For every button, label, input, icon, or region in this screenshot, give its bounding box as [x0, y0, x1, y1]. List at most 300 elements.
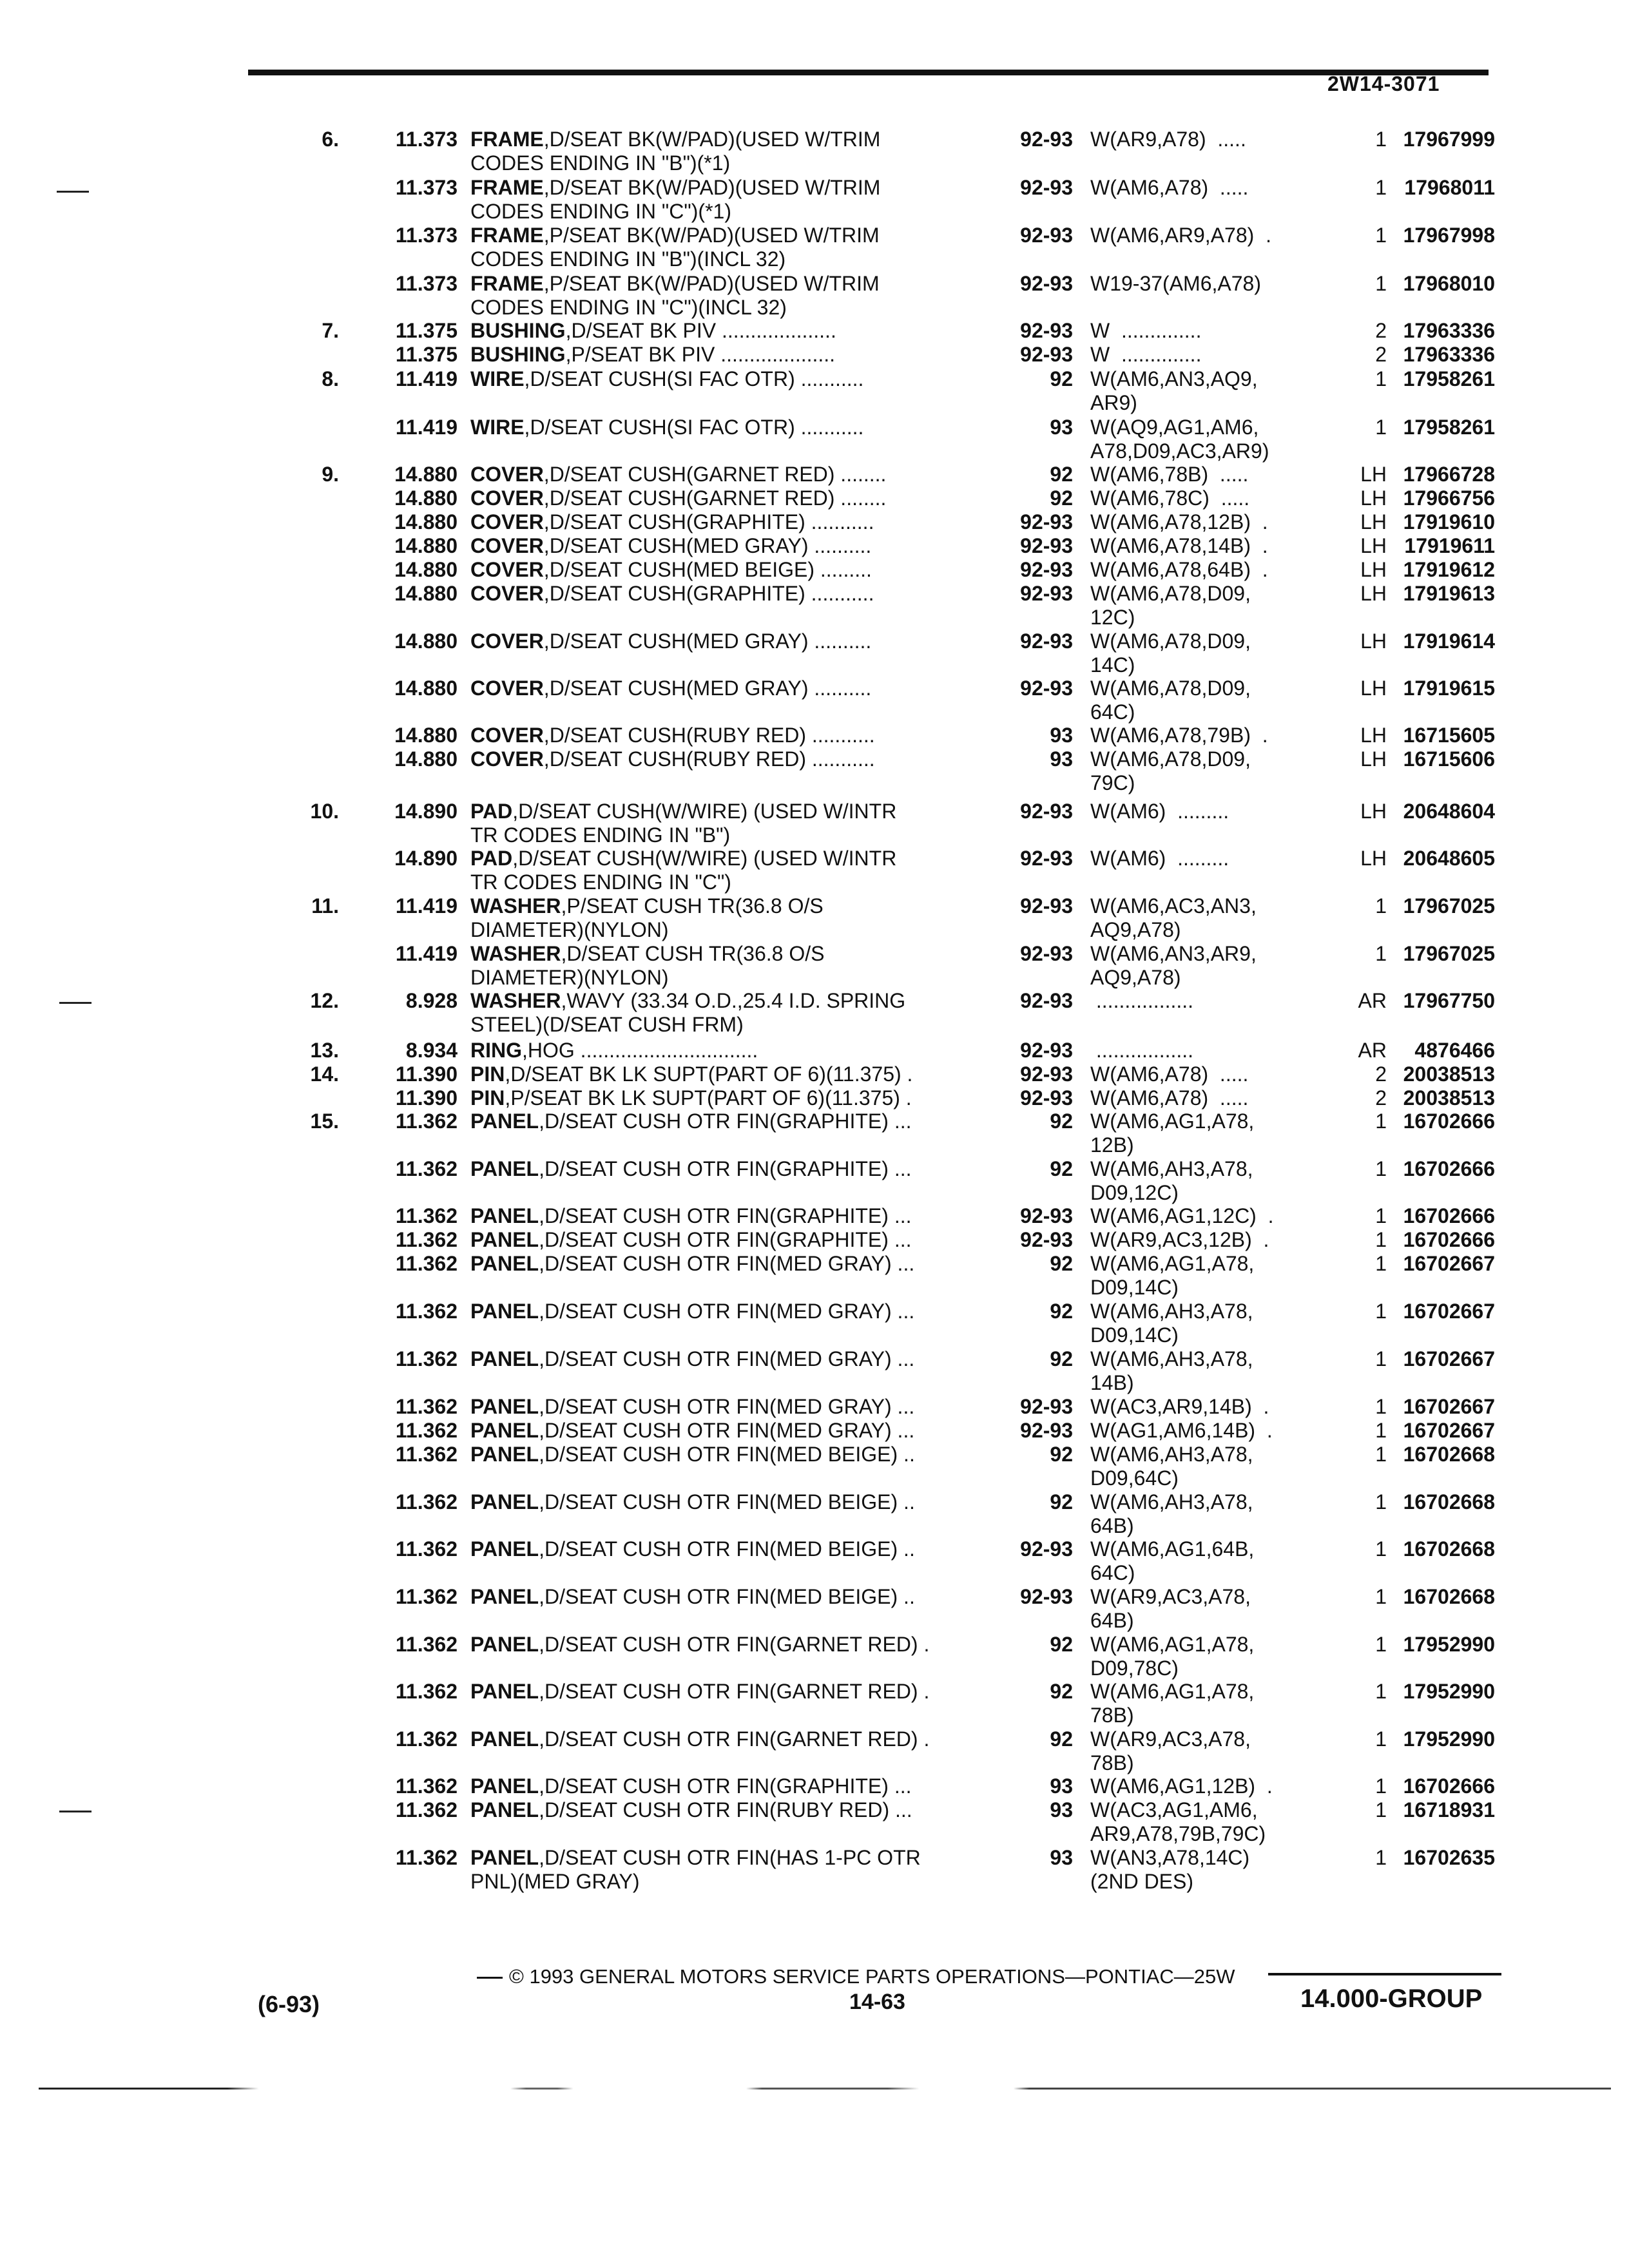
group-number: 11.375 — [395, 343, 458, 366]
part-description — [470, 1038, 1005, 1062]
group-number: 14.880 — [394, 582, 458, 605]
part-detail: ,D/SEAT CUSH OTR FIN(MED GRAY) — [539, 1347, 892, 1370]
part-description-cont: CODES ENDING IN "B")(*1) — [470, 151, 731, 175]
body-codes: W(AM6,AG1,12C) . — [1090, 1204, 1274, 1227]
part-name: COVER — [470, 747, 544, 771]
part-description — [470, 1109, 1005, 1133]
body-codes: ................. — [1090, 989, 1194, 1012]
quantity: 1 — [1375, 1537, 1387, 1561]
part-description — [470, 1157, 1005, 1181]
part-name: COVER — [470, 463, 544, 486]
part-name: WIRE — [470, 367, 525, 390]
leader-dots: . — [923, 1727, 930, 1751]
ref-number: 6. — [322, 128, 339, 151]
leader-dots: ........... — [800, 416, 864, 439]
part-name: COVER — [470, 558, 544, 581]
quantity: 1 — [1375, 416, 1387, 439]
body-codes-cont: A78,D09,AC3,AR9) — [1090, 439, 1269, 463]
part-name: BUSHING — [470, 343, 566, 366]
part-description — [470, 1442, 1005, 1466]
part-description — [470, 1490, 1005, 1514]
group-number: 8.934 — [405, 1039, 458, 1062]
model-years: 92 — [1050, 463, 1073, 486]
group-number: 11.375 — [395, 319, 458, 342]
quantity: 1 — [1375, 1110, 1387, 1133]
part-number: 17919612 — [1403, 558, 1495, 581]
group-number: 14.880 — [394, 558, 458, 581]
part-number: 16702666 — [1403, 1774, 1495, 1798]
leader-dots: .. — [903, 1537, 915, 1561]
body-codes: W(AM6,A78,D09, — [1090, 629, 1251, 653]
part-number: 17952990 — [1403, 1633, 1495, 1656]
group-number: 11.362 — [395, 1419, 458, 1442]
part-description — [470, 676, 1005, 700]
leader-dots: .......... — [814, 629, 872, 653]
model-years: 92-93 — [1020, 343, 1073, 366]
body-codes: W(AM6,AH3,A78, — [1090, 1490, 1253, 1514]
part-description — [470, 271, 1005, 296]
part-detail: ,D/SEAT CUSH OTR FIN(MED BEIGE) — [539, 1537, 898, 1561]
part-description — [470, 223, 1005, 247]
scan-edge-line — [39, 2088, 1611, 2090]
quantity: 1 — [1375, 1204, 1387, 1227]
part-description — [470, 894, 1005, 918]
model-years: 92 — [1050, 1443, 1073, 1466]
body-codes: W(AM6,A78,D09, — [1090, 677, 1251, 700]
body-codes: W(AM6,78C) ..... — [1090, 486, 1250, 510]
body-codes-cont: D09,14C) — [1090, 1276, 1179, 1299]
body-codes: W(AM6,A78) ..... — [1090, 1086, 1249, 1110]
part-detail: ,D/SEAT CUSH TR(36.8 O/S — [561, 942, 825, 965]
group-number: 11.362 — [395, 1774, 458, 1798]
part-number: 16718931 — [1403, 1798, 1495, 1821]
leader-dots: ........... — [811, 747, 875, 771]
part-description — [470, 533, 1005, 558]
part-name: PANEL — [470, 1633, 539, 1656]
leader-dots: . — [923, 1633, 930, 1656]
part-name: PANEL — [470, 1347, 539, 1370]
model-years: 92 — [1050, 1680, 1073, 1703]
part-name: PANEL — [470, 1490, 539, 1514]
part-detail: ,D/SEAT CUSH(RUBY RED) — [543, 724, 806, 747]
part-detail: ,D/SEAT CUSH OTR FIN(HAS 1-PC OTR — [539, 1846, 921, 1869]
model-years: 92 — [1050, 1157, 1073, 1180]
quantity: 2 — [1375, 319, 1387, 342]
model-years: 92 — [1050, 1727, 1073, 1751]
part-detail: ,D/SEAT CUSH OTR FIN(GRAPHITE) — [539, 1228, 889, 1251]
part-description — [470, 1347, 1005, 1371]
part-number: 17919611 — [1404, 534, 1495, 557]
part-detail: ,D/SEAT CUSH(W/WIRE) (USED W/INTR — [512, 847, 897, 870]
part-number: 16702666 — [1403, 1157, 1495, 1180]
part-detail: ,D/SEAT CUSH(MED BEIGE) — [543, 558, 815, 581]
part-number: 20038513 — [1403, 1086, 1495, 1110]
part-number: 16702668 — [1403, 1443, 1495, 1466]
part-number: 17919614 — [1403, 629, 1495, 653]
part-description — [470, 1845, 1005, 1870]
part-description — [470, 941, 1005, 966]
model-years: 92-93 — [1020, 534, 1073, 557]
part-detail: ,D/SEAT CUSH OTR FIN(GRAPHITE) — [539, 1110, 889, 1133]
group-number: 11.362 — [395, 1846, 458, 1869]
part-description — [470, 581, 1005, 606]
group-number: 11.362 — [395, 1537, 458, 1561]
quantity: 1 — [1375, 1490, 1387, 1514]
part-name: PIN — [470, 1062, 505, 1086]
part-number: 16702666 — [1403, 1110, 1495, 1133]
model-years: 92-93 — [1020, 1395, 1073, 1418]
part-number: 17958261 — [1403, 416, 1495, 439]
part-name: PANEL — [470, 1157, 539, 1180]
leader-dots: ........... — [811, 724, 875, 747]
footer-rule-right — [1268, 1973, 1501, 1975]
body-codes: W(AR9,AC3,A78, — [1090, 1585, 1251, 1608]
leader-dots: ... — [897, 1347, 915, 1370]
part-name: COVER — [470, 677, 544, 700]
body-codes: W(AM6,A78) ..... — [1090, 1062, 1249, 1086]
model-years: 93 — [1050, 416, 1073, 439]
body-codes: W(AM6,AG1,12B) . — [1090, 1774, 1273, 1798]
leader-dots: ......... — [820, 558, 872, 581]
group-number: 11.362 — [395, 1252, 458, 1275]
group-number: 11.373 — [395, 176, 458, 199]
part-name: COVER — [470, 582, 544, 605]
group-number: 14.880 — [394, 486, 458, 510]
leader-dots: . — [905, 1086, 912, 1110]
part-number: 4876466 — [1414, 1039, 1495, 1062]
part-detail: ,D/SEAT CUSH OTR FIN(GARNET RED) — [539, 1727, 918, 1751]
model-years: 92-93 — [1020, 224, 1073, 247]
model-years: 92-93 — [1020, 319, 1073, 342]
part-description-cont: TR CODES ENDING IN "B") — [470, 823, 731, 847]
body-codes-cont: 64C) — [1090, 700, 1135, 724]
part-number: 16715606 — [1403, 747, 1495, 771]
part-description — [470, 1418, 1005, 1443]
part-detail: ,D/SEAT CUSH(GARNET RED) — [543, 486, 835, 510]
part-detail: ,D/SEAT CUSH OTR FIN(MED BEIGE) — [539, 1443, 898, 1466]
part-number: 17919615 — [1403, 677, 1495, 700]
part-name: COVER — [470, 724, 544, 747]
body-codes-cont: 14B) — [1090, 1371, 1134, 1394]
quantity: 1 — [1375, 128, 1387, 151]
part-description — [470, 1062, 1005, 1086]
group-number: 11.362 — [395, 1395, 458, 1418]
model-years: 92-93 — [1020, 1228, 1073, 1251]
model-years: 92-93 — [1020, 582, 1073, 605]
body-codes-cont: 64C) — [1090, 1561, 1135, 1584]
part-name: BUSHING — [470, 319, 566, 342]
model-years: 92 — [1050, 367, 1073, 390]
quantity: LH — [1360, 558, 1387, 581]
part-detail: ,D/SEAT CUSH(GARNET RED) — [543, 463, 835, 486]
model-years: 93 — [1050, 1846, 1073, 1869]
body-codes: W(AG1,AM6,14B) . — [1090, 1419, 1273, 1442]
body-codes: W(AM6,A78,14B) . — [1090, 534, 1268, 557]
leader-dots: ... — [895, 1798, 912, 1821]
body-codes: W(AM6,AN3,AR9, — [1090, 942, 1257, 965]
group-number: 14.880 — [394, 724, 458, 747]
part-number: 20648604 — [1403, 800, 1495, 823]
group-number: 11.362 — [395, 1300, 458, 1323]
body-codes-cont: 14C) — [1090, 653, 1135, 677]
group-number: 11.362 — [395, 1110, 458, 1133]
body-codes: W(AM6,AC3,AN3, — [1090, 894, 1257, 918]
part-description — [470, 1086, 1005, 1110]
body-codes: W(AM6,78B) ..... — [1090, 463, 1249, 486]
group-number: 11.362 — [395, 1204, 458, 1227]
part-detail: ,D/SEAT CUSH OTR FIN(GRAPHITE) — [539, 1157, 889, 1180]
body-codes: W .............. — [1090, 319, 1202, 342]
part-name: PANEL — [470, 1798, 539, 1821]
part-description-cont: DIAMETER)(NYLON) — [470, 918, 669, 941]
body-codes-cont: D09,64C) — [1090, 1466, 1179, 1490]
quantity: LH — [1360, 629, 1387, 653]
leader-dots: ........... — [800, 367, 864, 390]
part-number: 20648605 — [1403, 847, 1495, 870]
body-codes: W(AN3,A78,14C) — [1090, 1846, 1250, 1869]
body-codes: W(AM6,A78,64B) . — [1090, 558, 1268, 581]
leader-dots: .. — [903, 1443, 915, 1466]
leader-dots: .................... — [720, 343, 836, 366]
part-number: 16702667 — [1403, 1419, 1495, 1442]
part-name: FRAME — [470, 272, 544, 295]
group-number: 14.880 — [394, 747, 458, 771]
part-number: 17967025 — [1403, 942, 1495, 965]
body-codes: W(AC3,AR9,14B) . — [1090, 1395, 1269, 1418]
part-number: 17968010 — [1403, 272, 1495, 295]
model-years: 92-93 — [1020, 1204, 1073, 1227]
part-description — [470, 1774, 1005, 1798]
model-years: 92-93 — [1020, 510, 1073, 533]
quantity: LH — [1360, 534, 1387, 557]
part-number: 20038513 — [1403, 1062, 1495, 1086]
group-label: 14.000-GROUP — [1300, 1984, 1483, 2013]
leader-dots: ... — [897, 1252, 915, 1275]
part-detail: ,P/SEAT CUSH TR(36.8 O/S — [561, 894, 824, 918]
model-years: 92-93 — [1020, 894, 1073, 918]
part-name: PANEL — [470, 1300, 539, 1323]
body-codes: W(AM6,A78,12B) . — [1090, 510, 1268, 533]
part-number: 16715605 — [1403, 724, 1495, 747]
part-number: 17952990 — [1403, 1727, 1495, 1751]
ref-number: 12. — [310, 989, 339, 1012]
leader-dots: ... — [897, 1419, 915, 1442]
body-codes: W(AR9,A78) ..... — [1090, 128, 1246, 151]
part-number: 17967750 — [1403, 989, 1495, 1012]
quantity: AR — [1358, 989, 1387, 1012]
part-detail: ,D/SEAT CUSH OTR FIN(GARNET RED) — [539, 1633, 918, 1656]
body-codes: ................. — [1090, 1039, 1194, 1062]
body-codes: W(AM6,AH3,A78, — [1090, 1347, 1253, 1370]
group-number: 11.373 — [395, 272, 458, 295]
part-detail: ,D/SEAT CUSH(SI FAC OTR) — [524, 367, 795, 390]
group-number: 14.890 — [394, 800, 458, 823]
part-number: 17919610 — [1403, 510, 1495, 533]
ref-number: 9. — [322, 463, 339, 486]
part-number: 16702667 — [1403, 1347, 1495, 1370]
part-description — [470, 988, 1005, 1013]
ref-number: 13. — [310, 1039, 339, 1062]
model-years: 92 — [1050, 1300, 1073, 1323]
quantity: 1 — [1375, 1252, 1387, 1275]
part-name: PANEL — [470, 1395, 539, 1418]
model-years: 92-93 — [1020, 1062, 1073, 1086]
part-name: PANEL — [470, 1846, 539, 1869]
part-description — [470, 175, 1005, 200]
part-name: FRAME — [470, 176, 544, 199]
part-description-cont: TR CODES ENDING IN "C") — [470, 870, 731, 894]
group-number: 8.928 — [405, 989, 458, 1012]
quantity: LH — [1360, 747, 1387, 771]
quantity: 1 — [1375, 1300, 1387, 1323]
part-detail: ,D/SEAT CUSH(GRAPHITE) — [543, 510, 805, 533]
body-codes: W(AM6,A78,79B) . — [1090, 724, 1268, 747]
body-codes: W(AR9,AC3,A78, — [1090, 1727, 1251, 1751]
part-description-cont: CODES ENDING IN "C")(INCL 32) — [470, 296, 787, 319]
quantity: 1 — [1375, 1395, 1387, 1418]
body-codes-cont: AR9,A78,79B,79C) — [1090, 1822, 1266, 1845]
part-description — [470, 1632, 1005, 1657]
part-number: 16702668 — [1403, 1490, 1495, 1514]
part-detail: ,D/SEAT CUSH(GRAPHITE) — [543, 582, 805, 605]
quantity: 1 — [1375, 1680, 1387, 1703]
ref-number: 14. — [310, 1062, 339, 1086]
part-name: PANEL — [470, 1419, 539, 1442]
model-years: 92-93 — [1020, 847, 1073, 870]
body-codes-cont: 12C) — [1090, 606, 1135, 629]
part-description — [470, 415, 1005, 439]
group-number: 11.362 — [395, 1157, 458, 1180]
part-name: PANEL — [470, 1537, 539, 1561]
group-number: 11.362 — [395, 1347, 458, 1370]
ref-number: 15. — [310, 1110, 339, 1133]
model-years: 92 — [1050, 486, 1073, 510]
leader-dots: .......... — [814, 677, 872, 700]
part-description — [470, 318, 1005, 343]
body-codes: W(AR9,AC3,12B) . — [1090, 1228, 1269, 1251]
part-description — [470, 557, 1005, 582]
part-name: PANEL — [470, 1585, 539, 1608]
model-years: 92-93 — [1020, 629, 1073, 653]
part-name: PANEL — [470, 1252, 539, 1275]
part-number: 17968011 — [1404, 176, 1495, 199]
leader-dots: ........ — [840, 463, 887, 486]
part-detail: ,D/SEAT CUSH OTR FIN(MED GRAY) — [539, 1252, 892, 1275]
group-number: 11.373 — [395, 224, 458, 247]
part-detail: ,D/SEAT CUSH OTR FIN(MED BEIGE) — [539, 1585, 898, 1608]
part-detail: ,D/SEAT CUSH OTR FIN(GRAPHITE) — [539, 1204, 889, 1227]
body-codes: W(AM6,AR9,A78) . — [1090, 224, 1271, 247]
model-years: 93 — [1050, 1774, 1073, 1798]
quantity: 1 — [1375, 1585, 1387, 1608]
part-description — [470, 747, 1005, 771]
part-description-cont: CODES ENDING IN "C")(*1) — [470, 200, 731, 223]
model-years: 92 — [1050, 1633, 1073, 1656]
part-detail: ,D/SEAT CUSH OTR FIN(MED GRAY) — [539, 1300, 892, 1323]
model-years: 92 — [1050, 1252, 1073, 1275]
quantity: 1 — [1375, 942, 1387, 965]
part-detail: ,D/SEAT CUSH OTR FIN(GRAPHITE) — [539, 1774, 889, 1798]
part-description — [470, 1251, 1005, 1276]
part-number: 17967025 — [1403, 894, 1495, 918]
leader-dots: ........... — [811, 510, 874, 533]
body-codes: W(AM6) ......... — [1090, 847, 1229, 870]
leader-dots: ............................... — [580, 1039, 758, 1062]
part-name: RING — [470, 1039, 522, 1062]
group-number: 14.880 — [394, 463, 458, 486]
body-codes: W(AM6,AG1,A78, — [1090, 1110, 1255, 1133]
part-description-cont: CODES ENDING IN "B")(INCL 32) — [470, 247, 786, 271]
part-name: PIN — [470, 1086, 505, 1110]
quantity: 1 — [1375, 1846, 1387, 1869]
group-number: 11.419 — [395, 416, 458, 439]
part-description — [470, 462, 1005, 486]
model-years: 93 — [1050, 724, 1073, 747]
part-description — [470, 1584, 1005, 1609]
part-number: 16702667 — [1403, 1300, 1495, 1323]
quantity: 1 — [1375, 1419, 1387, 1442]
part-description — [470, 1227, 1005, 1252]
leader-dots: ... — [894, 1204, 912, 1227]
leader-dots: ... — [897, 1300, 915, 1323]
model-years: 93 — [1050, 747, 1073, 771]
group-number: 11.362 — [395, 1443, 458, 1466]
model-years: 92 — [1050, 1110, 1073, 1133]
quantity: LH — [1360, 582, 1387, 605]
part-description — [470, 127, 1005, 151]
quantity: 2 — [1375, 1086, 1387, 1110]
part-name: COVER — [470, 534, 544, 557]
group-number: 11.362 — [395, 1490, 458, 1514]
model-years: 92-93 — [1020, 1086, 1073, 1110]
part-name: PANEL — [470, 1680, 539, 1703]
quantity: 1 — [1375, 1774, 1387, 1798]
part-name: PANEL — [470, 1443, 539, 1466]
quantity: 1 — [1375, 176, 1387, 199]
part-detail: ,HOG — [522, 1039, 575, 1062]
quantity: LH — [1360, 800, 1387, 823]
model-years: 92-93 — [1020, 1585, 1073, 1608]
quantity: 1 — [1375, 1443, 1387, 1466]
quantity: 1 — [1375, 224, 1387, 247]
part-name: PANEL — [470, 1774, 539, 1798]
body-codes-cont: 78B) — [1090, 1704, 1134, 1727]
part-detail: ,WAVY (33.34 O.D.,25.4 I.D. SPRING — [561, 989, 906, 1012]
model-years: 92 — [1050, 1347, 1073, 1370]
part-description — [470, 1679, 1005, 1704]
part-name: COVER — [470, 486, 544, 510]
part-number: 16702668 — [1403, 1585, 1495, 1608]
body-codes: W(AM6,AG1,A78, — [1090, 1252, 1255, 1275]
quantity: 1 — [1375, 367, 1387, 390]
body-codes-cont: AQ9,A78) — [1090, 918, 1181, 941]
quantity: LH — [1360, 847, 1387, 870]
part-number: 17963336 — [1403, 319, 1495, 342]
body-codes: W(AM6,AG1,64B, — [1090, 1537, 1255, 1561]
part-detail: ,D/SEAT CUSH(W/WIRE) (USED W/INTR — [512, 800, 897, 823]
part-description — [470, 629, 1005, 653]
quantity: 1 — [1375, 272, 1387, 295]
body-codes: W(AQ9,AG1,AM6, — [1090, 416, 1259, 439]
part-description-cont: PNL)(MED GRAY) — [470, 1870, 640, 1893]
group-number: 11.419 — [395, 367, 458, 390]
part-detail: ,D/SEAT CUSH OTR FIN(MED BEIGE) — [539, 1490, 898, 1514]
part-number: 17967998 — [1403, 224, 1495, 247]
group-number: 14.880 — [394, 629, 458, 653]
part-number: 16702667 — [1403, 1252, 1495, 1275]
part-number: 17966756 — [1403, 486, 1495, 510]
part-description — [470, 510, 1005, 534]
